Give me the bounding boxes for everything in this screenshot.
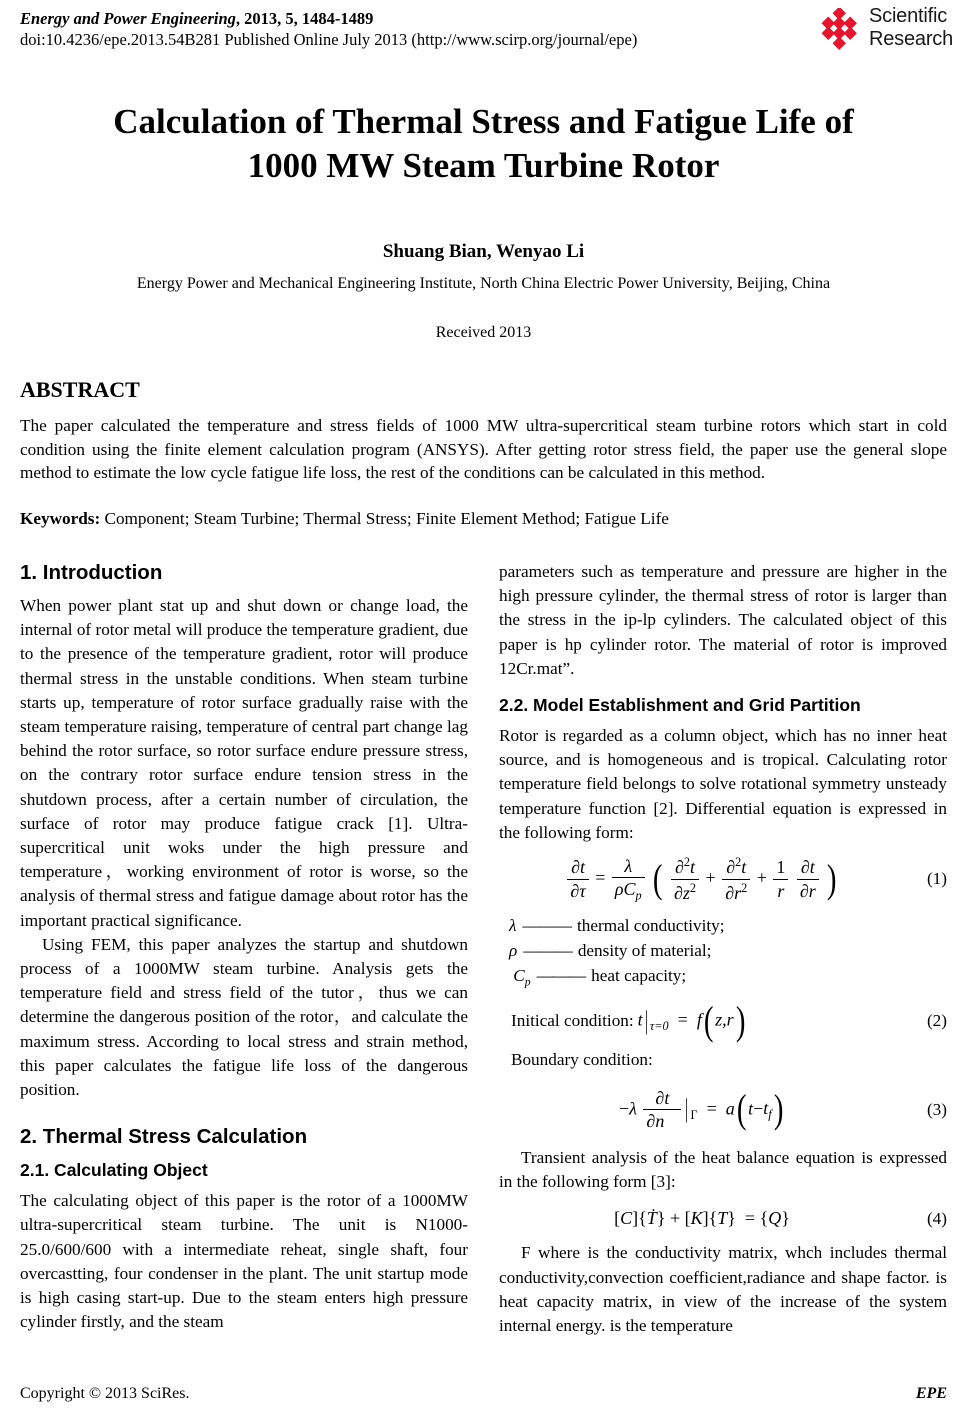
paragraph-intro-1: When power plant stat up and shut down or change load, the internal of rotor metal will produce the temperature gradient, due to the presence of the temperature gradient, rotor will produce thermal stress in the unstable conditions. When steam turbine starts up, temperature of rotor surface gradually raise with the steam temperature raising, temperature of central part change lag behind the rotor surface, so rotor surface endure pressure stress, on the contrary rotor surface endure tension stress in the shutdown process, after a certain number of circulation, the surface of rotor may produce fatigue crack [1]. Ultra-supercritical unit woks under the high pressure and temperature，working environment of rotor is worse, so the analysis of thermal stress and fatigue damage about rotor has the important practical significance. [20, 596, 468, 930]
received-date: Received 2013 [435, 324, 532, 341]
equation-1: $\frac{\partial t}{\partial\tau}$ = $\frac{\lambda}{\rho C_p}$ ( $\frac{\partial^2t}{\partial z^2}$ + $\frac{\partial^2t}{\partial r^2}$ + $\frac{1}{r}$ $\frac{\partial t}{\partial r}$ ) [499, 855, 905, 903]
symbol-lambda: λ [509, 916, 517, 936]
affiliation: Energy Power and Mechanical Engineering Institute, North China Electric Power University, Beijing, China [136, 275, 831, 292]
equation-3-number: (3) [926, 1099, 947, 1119]
journal-abbreviation: EPE [915, 1385, 947, 1402]
paragraph-calculating-object: The calculating object of this paper is the rotor of a 1000MW ultra-supercritical steam turbine. The unit is N1000-25.0/600/600 with a intermediate reheat, single shaft, four overcastting, four condenser in the plant. The unit startup mode is high casing start-up. Due to the steam enters high pressure cylinder firstly, and the steam [20, 1191, 468, 1332]
abstract-heading: ABSTRACT [20, 377, 140, 402]
equation-1-number: (1) [926, 869, 947, 889]
heading-thermal-stress-calculation: 2. Thermal Stress Calculation [20, 1125, 308, 1149]
page-footer [20, 1385, 947, 1403]
equation-2: t| $_{\tau=0}$ = f( z,r) [637, 997, 746, 1043]
left-column [20, 560, 468, 1338]
author-list: Shuang Bian, Wenyao Li [382, 241, 585, 262]
equation-4-number: (4) [926, 1208, 947, 1228]
symbol-rho: ρ [509, 941, 518, 961]
title-line-2: 1000 MW Steam Turbine Rotor [247, 146, 720, 185]
journal-citation-line [20, 8, 947, 29]
paragraph-matrix-description: F where is the conductivity matrix, whch includes thermal conductivity,convection coefficient,radiance and shape factor. is heat capacity matrix, in view of the increase of the system internal energy. is the temperature [499, 1243, 947, 1336]
heading-introduction: 1. Introduction [20, 561, 163, 584]
abstract-text: The paper calculated the temperature and stress fields of 1000 MW ultra-supercritical steam turbine rotors which start in cold condition using the finite element calculation program (ANSYS). After getting rotor stress field, the paper use the general slope method to estimate the low cycle fatigue life loss, the rest of the conditions can be calculated in this method. [20, 416, 947, 482]
publisher-logo-text [869, 5, 953, 51]
journal-name: Energy and Power Engineering [20, 9, 236, 28]
keywords-label: Keywords: [20, 508, 101, 528]
scientific-research-diamond-icon [819, 8, 867, 56]
heading-calculating-object: 2.1. Calculating Object [20, 1160, 208, 1181]
copyright-text: Copyright © 2013 SciRes. [20, 1385, 190, 1402]
definition-heat-capacity: heat capacity; [591, 966, 687, 986]
publisher-logo [819, 4, 953, 60]
symbol-definition-list [509, 913, 947, 994]
equation-2-number: (2) [926, 1011, 947, 1031]
body-columns [20, 560, 947, 1338]
title-line-1: Calculation of Thermal Stress and Fatigue Life of [113, 102, 854, 141]
definition-thermal-conductivity: thermal conductivity; [577, 916, 725, 936]
equation-1-row [499, 855, 947, 903]
heading-model-establishment: 2.2. Model Establishment and Grid Partition [499, 695, 861, 716]
keywords-text: Component; Steam Turbine; Thermal Stress; Finite Element Method; Fatigue Life [100, 508, 669, 528]
definition-row: λ ——— thermal conductivity; [509, 916, 725, 936]
definition-row: $C_p$ ——— heat capacity; [509, 966, 687, 989]
keywords-line [20, 507, 947, 531]
page-title [20, 100, 947, 188]
equation-2-row [499, 997, 947, 1043]
equation-3-row [499, 1088, 947, 1132]
running-head [20, 5, 953, 66]
doi-line: doi:10.4236/epe.2013.54B281 Published Online July 2013 (http://www.scirp.org/journal/epe) [20, 30, 638, 49]
boundary-condition-label: Boundary condition: [511, 1049, 653, 1069]
paragraph-model-establishment: Rotor is regarded as a column object, which has no inner heat source, and is homogeneous and is tropical. Calculating rotor temperature field belongs to solve rotational symmetry unsteady temperature function [2]. Differential equation is expressed in the following form: [499, 726, 947, 842]
equation-4: [C]{Ṫ} + [K]{T} = {Q} [614, 1208, 790, 1229]
definition-density: density of material; [577, 941, 712, 961]
paragraph-right-1: parameters such as temperature and pressure are higher in the high pressure cylinder, the thermal stress of rotor is larger than the stress in the ip-lp cylinders. The calculated object of this paper is hp cylinder rotor. The material of rotor is improved 12Cr.mat”. [499, 562, 947, 678]
paragraph-intro-2: Using FEM, this paper analyzes the startup and shutdown process of a 1000MW steam turbine. Analysis gets the temperature field and stress field of the tutor，thus we can determine the dangerous position of the rotor，and calculate the maximum stress. According to local stress and strain method, this paper calculates the fatigue life loss of the dangerous position. [20, 934, 468, 1100]
logo-line-1: Scientific [869, 5, 948, 27]
equation-4-row [499, 1208, 947, 1229]
definition-row: ρ ——— density of material; [509, 941, 712, 961]
paragraph-transient-analysis: Transient analysis of the heat balance equation is expressed in the following form [3]: [499, 1148, 947, 1192]
right-column [499, 560, 947, 1338]
logo-line-2: Research [869, 28, 953, 50]
equation-3: −λ $\frac{\partial t}{\partial n⃗}$ | $_\Gamma$ = a( $t-t_f$) [618, 1086, 784, 1132]
initial-condition-label: Initical condition: [511, 1011, 634, 1031]
journal-citation: , 2013, 5, 1484-1489 [235, 9, 374, 28]
